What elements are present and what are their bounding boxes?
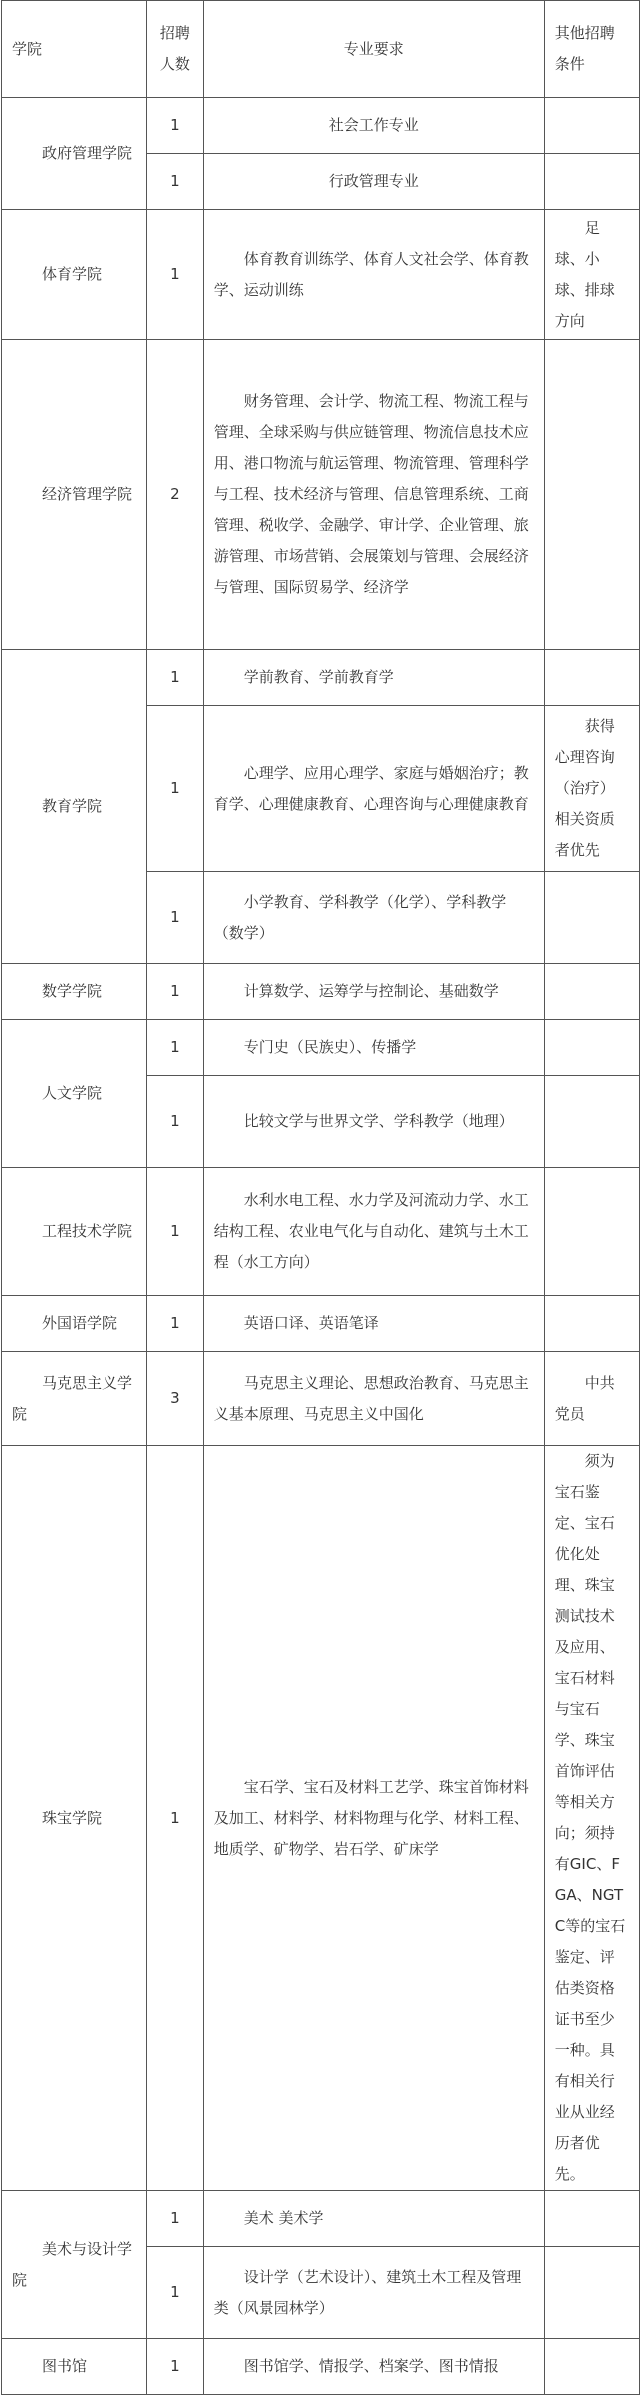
num-cell: 1 (147, 98, 204, 154)
other-cell (544, 2339, 639, 2395)
major-cell: 英语口译、英语笔译 (203, 1296, 544, 1352)
other-cell (544, 1168, 639, 1296)
num-cell: 1 (147, 964, 204, 1020)
major-cell: 行政管理专业 (203, 154, 544, 210)
other-cell (544, 2191, 639, 2247)
college-cell: 经济管理学院 (2, 340, 147, 650)
table-row (2, 98, 640, 154)
college-cell: 体育学院 (2, 210, 147, 340)
other-cell (544, 964, 639, 1020)
num-cell: 1 (147, 1296, 204, 1352)
major-cell: 计算数学、运筹学与控制论、基础数学 (203, 964, 544, 1020)
table-row (2, 1020, 640, 1076)
other-cell (544, 2247, 639, 2339)
major-cell: 体育教育训练学、体育人文社会学、体育教学、运动训练 (203, 210, 544, 340)
num-cell: 1 (147, 1020, 204, 1076)
other-cell (544, 650, 639, 706)
header-major: 专业要求 (203, 1, 544, 98)
num-cell: 1 (147, 1446, 204, 2191)
major-cell: 社会工作专业 (203, 98, 544, 154)
table-row (2, 1352, 640, 1446)
college-cell: 人文学院 (2, 1020, 147, 1168)
college-cell: 图书馆 (2, 2339, 147, 2395)
major-cell: 比较文学与世界文学、学科教学（地理） (203, 1076, 544, 1168)
major-cell: 专门史（民族史）、传播学 (203, 1020, 544, 1076)
major-cell: 设计学（艺术设计）、建筑土木工程及管理类（风景园林学） (203, 2247, 544, 2339)
table-row (2, 210, 640, 340)
other-cell: 须为宝石鉴定、宝石优化处理、珠宝测试技术及应用、宝石材料与宝石学、珠宝首饰评估等相关方向；须持有GIC、FGA、NGTC等的宝石鉴定、评估类资格证书至少一种。具有相关行业从业经历者优先。 (544, 1446, 639, 2191)
table-row (2, 2339, 640, 2395)
major-cell: 水利水电工程、水力学及河流动力学、水工结构工程、农业电气化与自动化、建筑与土木工程（水工方向） (203, 1168, 544, 1296)
header-college: 学院 (2, 1, 147, 98)
num-cell: 1 (147, 706, 204, 872)
other-cell: 中共党员 (544, 1352, 639, 1446)
major-cell: 美术 美术学 (203, 2191, 544, 2247)
num-cell: 1 (147, 1076, 204, 1168)
other-cell: 获得心理咨询（治疗）相关资质者优先 (544, 706, 639, 872)
num-cell: 3 (147, 1352, 204, 1446)
other-cell (544, 1296, 639, 1352)
table-row (2, 650, 640, 706)
other-cell (544, 98, 639, 154)
major-cell: 学前教育、学前教育学 (203, 650, 544, 706)
num-cell: 1 (147, 2339, 204, 2395)
major-cell: 心理学、应用心理学、家庭与婚姻治疗；教育学、心理健康教育、心理咨询与心理健康教育 (203, 706, 544, 872)
table-row (2, 1446, 640, 2191)
num-cell: 2 (147, 340, 204, 650)
college-cell: 美术与设计学院 (2, 2191, 147, 2339)
num-cell: 1 (147, 1168, 204, 1296)
header-num: 招聘人数 (147, 1, 204, 98)
num-cell: 1 (147, 872, 204, 964)
header-row (2, 1, 640, 98)
college-cell: 工程技术学院 (2, 1168, 147, 1296)
other-cell (544, 872, 639, 964)
num-cell: 1 (147, 650, 204, 706)
major-cell: 图书馆学、情报学、档案学、图书情报 (203, 2339, 544, 2395)
table-row (2, 2191, 640, 2247)
recruitment-table (1, 0, 640, 2395)
table-row (2, 964, 640, 1020)
num-cell: 1 (147, 154, 204, 210)
major-cell: 财务管理、会计学、物流工程、物流工程与管理、全球采购与供应链管理、物流信息技术应用、港口物流与航运管理、物流管理、管理科学与工程、技术经济与管理、信息管理系统、工商管理、税收学、金融学、审计学、企业管理、旅游管理、市场营销、会展策划与管理、会展经济与管理、国际贸易学、经济学 (203, 340, 544, 650)
other-cell (544, 154, 639, 210)
major-cell: 马克思主义理论、思想政治教育、马克思主义基本原理、马克思主义中国化 (203, 1352, 544, 1446)
college-cell: 珠宝学院 (2, 1446, 147, 2191)
header-other: 其他招聘条件 (544, 1, 639, 98)
other-cell (544, 1020, 639, 1076)
major-cell: 宝石学、宝石及材料工艺学、珠宝首饰材料及加工、材料学、材料物理与化学、材料工程、地质学、矿物学、岩石学、矿床学 (203, 1446, 544, 2191)
table-row (2, 340, 640, 650)
college-cell: 马克思主义学院 (2, 1352, 147, 1446)
college-cell: 外国语学院 (2, 1296, 147, 1352)
num-cell: 1 (147, 2247, 204, 2339)
college-cell: 政府管理学院 (2, 98, 147, 210)
table-row (2, 1168, 640, 1296)
other-cell: 足球、小球、排球方向 (544, 210, 639, 340)
table-row (2, 1296, 640, 1352)
num-cell: 1 (147, 2191, 204, 2247)
college-cell: 数学学院 (2, 964, 147, 1020)
other-cell (544, 340, 639, 650)
num-cell: 1 (147, 210, 204, 340)
major-cell: 小学教育、学科教学（化学）、学科教学（数学） (203, 872, 544, 964)
college-cell: 教育学院 (2, 650, 147, 964)
other-cell (544, 1076, 639, 1168)
